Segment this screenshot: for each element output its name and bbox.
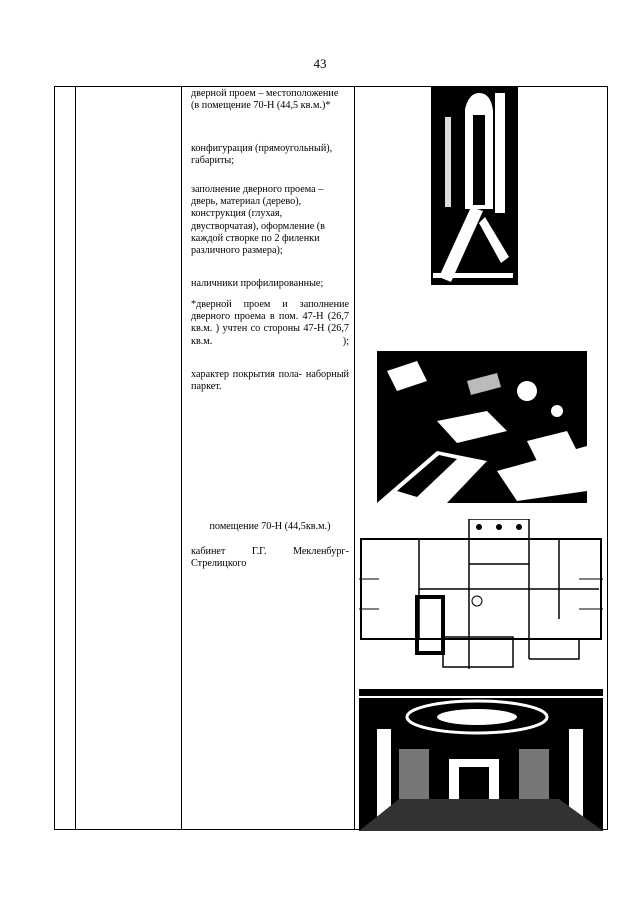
doorway-photo	[431, 87, 518, 285]
room-description: кабинет Г.Г. Мекленбург-Стрелицкого	[191, 546, 349, 570]
column-divider	[354, 87, 355, 829]
configuration-text: конфигурация (прямоугольный), габариты;	[191, 143, 333, 167]
door-filling-text: заполнение дверного проема – дверь, материал (дерево), конструкция (глухая, двустворчатая), оформление (в каждой створке по 2 филенки различного размера);	[191, 184, 325, 257]
floor-covering-text: характер покрытия пола- наборный паркет.	[191, 369, 349, 393]
room-title: помещение 70-Н (44,5кв.м.)	[209, 521, 331, 532]
parquet-floor-photo	[377, 351, 587, 503]
document-table	[54, 86, 608, 830]
column-divider	[181, 87, 182, 829]
casings-text: наличники профилированные;	[191, 278, 324, 289]
doorway-location-text: дверной проем – местоположение (в помещение 70-Н (44,5 кв.м.)*	[191, 88, 339, 112]
note-text: *дверной проем и заполнение дверного проема в пом. 47-Н (26,7 кв.м. ) учтен со стороны 47-Н (26,7 кв.м. );	[191, 299, 349, 347]
column-divider	[75, 87, 76, 829]
page-number: 43	[313, 56, 327, 71]
floor-plan-image	[359, 519, 603, 669]
room-interior-photo	[359, 689, 603, 831]
